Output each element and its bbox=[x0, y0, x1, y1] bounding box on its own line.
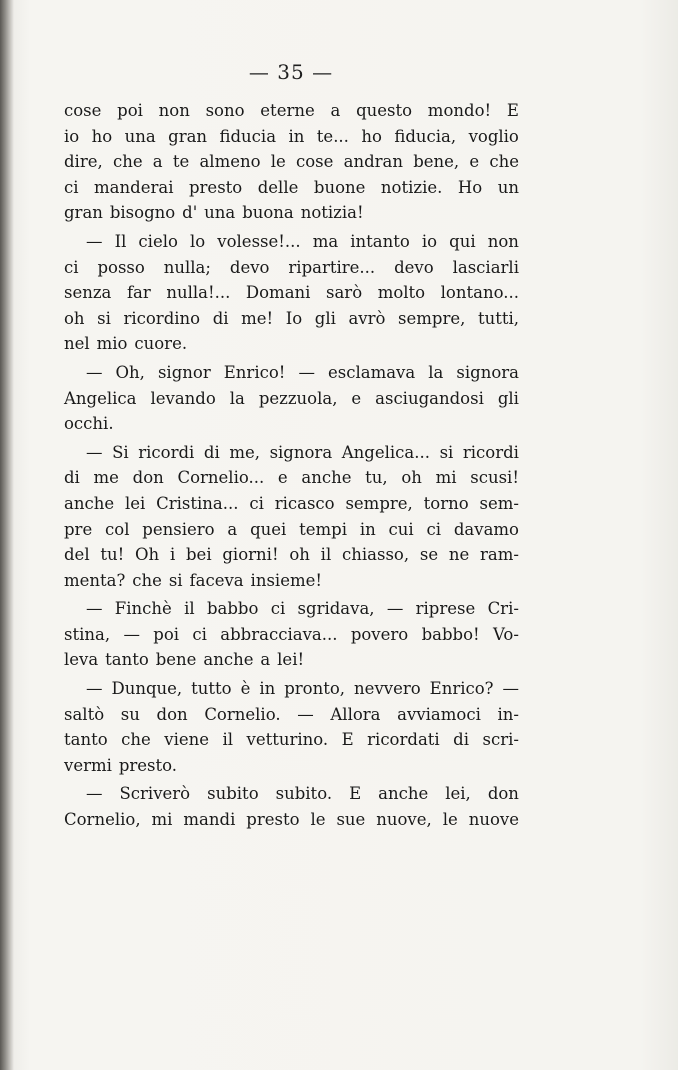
word: — bbox=[386, 599, 404, 619]
text-line bbox=[64, 124, 519, 150]
word: le bbox=[442, 810, 458, 830]
word: mi bbox=[151, 810, 173, 830]
word: buone bbox=[313, 177, 366, 197]
word: sue bbox=[336, 810, 366, 830]
word: anche bbox=[64, 493, 115, 513]
word: gli bbox=[497, 388, 519, 408]
word: e bbox=[469, 152, 480, 172]
word: vermi bbox=[64, 755, 112, 775]
word: che bbox=[489, 152, 519, 172]
word: gli bbox=[314, 308, 336, 328]
word: te bbox=[172, 152, 190, 172]
word: bene bbox=[155, 650, 197, 670]
word: anche bbox=[378, 784, 429, 804]
word: Io bbox=[285, 308, 303, 328]
text-line bbox=[64, 440, 519, 466]
word: saltò bbox=[64, 704, 105, 724]
word: ho bbox=[361, 126, 382, 146]
word: tutti, bbox=[477, 308, 519, 328]
word: sempre, bbox=[398, 308, 466, 328]
text-line bbox=[64, 280, 519, 306]
text-line bbox=[64, 149, 519, 175]
word: intanto bbox=[350, 231, 410, 251]
word: signora bbox=[456, 362, 519, 382]
word: sono bbox=[205, 101, 245, 120]
word: lei! bbox=[277, 650, 305, 670]
word: d' bbox=[182, 203, 198, 223]
word: E bbox=[506, 101, 519, 120]
word: babbo! bbox=[421, 624, 480, 644]
word: bisogno bbox=[109, 203, 176, 223]
word: pezzuola, bbox=[258, 388, 338, 408]
word: Oh bbox=[135, 545, 160, 565]
word: Enrico? bbox=[429, 679, 494, 699]
text-line bbox=[64, 306, 519, 332]
word: Enrico! bbox=[223, 362, 286, 382]
word: manderai bbox=[94, 177, 174, 197]
word: nuove, bbox=[376, 810, 432, 830]
word: io bbox=[421, 231, 438, 251]
word: voglio bbox=[468, 126, 519, 146]
word: scri- bbox=[482, 730, 519, 750]
word: gran bbox=[64, 203, 103, 223]
word: questo bbox=[356, 101, 413, 120]
word: sarò bbox=[326, 283, 363, 303]
word: che bbox=[121, 730, 151, 750]
word: di bbox=[453, 730, 470, 750]
word: Cornelio. bbox=[204, 704, 281, 724]
text-line bbox=[64, 386, 519, 412]
word: tutto bbox=[191, 679, 232, 699]
word: E bbox=[349, 784, 362, 804]
word: lontano... bbox=[440, 283, 519, 303]
word: che bbox=[132, 570, 162, 590]
word: Il bbox=[114, 231, 127, 251]
word: mio bbox=[96, 334, 128, 354]
text-line bbox=[64, 676, 519, 702]
word: ho bbox=[91, 126, 113, 146]
text-line bbox=[64, 200, 519, 226]
word: ci bbox=[64, 257, 79, 277]
word: in bbox=[359, 519, 376, 539]
word: oh bbox=[401, 468, 422, 488]
text-line bbox=[64, 517, 519, 543]
word: giorni! bbox=[222, 545, 279, 565]
word: subito. bbox=[275, 784, 333, 804]
word: E bbox=[341, 730, 354, 750]
word: — bbox=[86, 599, 103, 619]
text-line bbox=[64, 753, 519, 779]
word: ram- bbox=[480, 545, 519, 565]
word: avviamoci bbox=[397, 704, 481, 724]
word: tu! bbox=[100, 545, 125, 565]
word: nulla!... bbox=[166, 283, 231, 303]
word: don bbox=[132, 468, 164, 488]
word: cielo bbox=[138, 231, 178, 251]
word: eterne bbox=[260, 101, 315, 120]
word: presto bbox=[188, 177, 243, 197]
text-line bbox=[64, 175, 519, 201]
word: Si bbox=[112, 442, 129, 462]
text-line bbox=[64, 491, 519, 517]
word: il bbox=[320, 545, 332, 565]
word: molto bbox=[377, 283, 426, 303]
word: devo bbox=[229, 257, 270, 277]
word: — bbox=[502, 679, 519, 699]
word: nulla; bbox=[163, 257, 211, 277]
word: si bbox=[168, 570, 183, 590]
word: te... bbox=[316, 126, 349, 146]
word: tanto bbox=[64, 730, 108, 750]
word: col bbox=[105, 519, 130, 539]
word: povero bbox=[350, 624, 409, 644]
word: — bbox=[86, 231, 103, 251]
word: che bbox=[112, 152, 143, 172]
word: ne bbox=[448, 545, 470, 565]
word: i bbox=[169, 545, 176, 565]
word: don bbox=[156, 704, 188, 724]
word: anche bbox=[203, 650, 254, 670]
word: nevvero bbox=[354, 679, 421, 699]
word: Oh, bbox=[115, 362, 145, 382]
word: di bbox=[64, 468, 80, 488]
word: faceva bbox=[189, 570, 244, 590]
word: sem- bbox=[479, 493, 519, 513]
word: mondo! bbox=[427, 101, 492, 120]
word: abbracciava... bbox=[220, 624, 338, 644]
word: mandi bbox=[183, 810, 236, 830]
word: se bbox=[419, 545, 439, 565]
word: di bbox=[212, 308, 229, 328]
word: tempi bbox=[299, 519, 347, 539]
word: il bbox=[184, 599, 195, 619]
text-line bbox=[64, 98, 519, 124]
text-line bbox=[64, 542, 519, 568]
word: lo bbox=[189, 231, 206, 251]
word: è bbox=[240, 679, 251, 699]
word: fiducia, bbox=[394, 126, 457, 146]
word: levando bbox=[150, 388, 216, 408]
word: ci bbox=[270, 599, 286, 619]
word: ci bbox=[249, 493, 264, 513]
word: non bbox=[487, 231, 519, 251]
word: Finchè bbox=[114, 599, 172, 619]
word: su bbox=[120, 704, 140, 724]
word: e bbox=[277, 468, 288, 488]
word: bene, bbox=[413, 152, 460, 172]
word: una bbox=[204, 203, 236, 223]
word: notizie. bbox=[380, 177, 443, 197]
text-line bbox=[64, 465, 519, 491]
word: me bbox=[93, 468, 119, 488]
word: delle bbox=[257, 177, 299, 197]
word: cui bbox=[388, 519, 414, 539]
word: in bbox=[288, 126, 305, 146]
text-line bbox=[64, 411, 519, 437]
word: Cri- bbox=[487, 599, 519, 619]
text-line bbox=[64, 702, 519, 728]
word: io bbox=[64, 126, 80, 146]
word: Cornelio, bbox=[64, 810, 141, 830]
word: gran bbox=[168, 126, 208, 146]
page-number: — 35 — bbox=[248, 60, 334, 84]
word: notizia! bbox=[300, 203, 364, 223]
word: presto. bbox=[118, 755, 178, 775]
word: mi bbox=[435, 468, 457, 488]
word: — bbox=[298, 362, 315, 382]
word: far bbox=[126, 283, 151, 303]
word: ci bbox=[426, 519, 442, 539]
word: Ho bbox=[457, 177, 483, 197]
text-line bbox=[64, 229, 519, 255]
word: scusi! bbox=[470, 468, 519, 488]
text-line bbox=[64, 727, 519, 753]
word: leva bbox=[64, 650, 99, 670]
word: non bbox=[158, 101, 190, 120]
word: oh bbox=[289, 545, 310, 565]
word: si bbox=[97, 308, 111, 328]
word: ricordati bbox=[367, 730, 440, 750]
word: Dunque, bbox=[111, 679, 183, 699]
word: subito bbox=[207, 784, 259, 804]
word: sgridava, bbox=[297, 599, 375, 619]
word: me, bbox=[229, 442, 260, 462]
word: a bbox=[260, 650, 271, 670]
word: poi bbox=[153, 624, 180, 644]
word: signora bbox=[269, 442, 333, 462]
word: don bbox=[487, 784, 519, 804]
word: Scriverò bbox=[119, 784, 191, 804]
word: — bbox=[86, 784, 103, 804]
word: qui bbox=[449, 231, 476, 251]
word: posso bbox=[97, 257, 145, 277]
book-spine-shadow bbox=[0, 0, 14, 1070]
text-line bbox=[64, 331, 519, 357]
word: avrò bbox=[348, 308, 386, 328]
word: un bbox=[497, 177, 519, 197]
word: anche bbox=[301, 468, 352, 488]
word: la bbox=[428, 362, 444, 382]
word: lei bbox=[124, 493, 146, 513]
word: Cristina... bbox=[156, 493, 239, 513]
word: nuove bbox=[468, 810, 519, 830]
word: lasciarli bbox=[452, 257, 519, 277]
word: ricordino bbox=[123, 308, 201, 328]
word: cose bbox=[296, 152, 334, 172]
word: buona bbox=[242, 203, 294, 223]
word: volesse!... bbox=[217, 231, 301, 251]
word: bei bbox=[186, 545, 212, 565]
word: tanto bbox=[105, 650, 149, 670]
word: in bbox=[259, 679, 276, 699]
word: le bbox=[270, 152, 286, 172]
word: e bbox=[351, 388, 362, 408]
word: chiasso, bbox=[342, 545, 410, 565]
word: Domani bbox=[245, 283, 311, 303]
word: sempre, bbox=[345, 493, 413, 513]
word: Angelica... bbox=[341, 442, 430, 462]
text-line bbox=[64, 360, 519, 386]
word: riprese bbox=[415, 599, 476, 619]
word: — bbox=[123, 624, 140, 644]
word: — bbox=[86, 679, 103, 699]
word: — bbox=[86, 362, 103, 382]
word: viene bbox=[164, 730, 210, 750]
word: senza bbox=[64, 283, 112, 303]
text-line bbox=[64, 255, 519, 281]
word: si bbox=[439, 442, 454, 462]
word: in- bbox=[497, 704, 519, 724]
word: cuore. bbox=[134, 334, 188, 354]
word: a bbox=[330, 101, 341, 120]
text-line bbox=[64, 807, 519, 833]
word: stina, bbox=[64, 624, 111, 644]
word: pronto, bbox=[284, 679, 346, 699]
word: nel bbox=[64, 334, 90, 354]
word: del bbox=[64, 545, 90, 565]
text-line bbox=[64, 596, 519, 622]
word: ci bbox=[64, 177, 79, 197]
word: fiducia bbox=[219, 126, 277, 146]
word: a bbox=[227, 519, 238, 539]
word: ricordi bbox=[138, 442, 195, 462]
word: le bbox=[310, 810, 326, 830]
text-line bbox=[64, 647, 519, 673]
word: oh bbox=[64, 308, 85, 328]
word: tu, bbox=[365, 468, 388, 488]
word: Allora bbox=[330, 704, 381, 724]
word: — bbox=[297, 704, 314, 724]
word: vetturino. bbox=[246, 730, 329, 750]
word: una bbox=[124, 126, 156, 146]
word: ricordi bbox=[462, 442, 519, 462]
word: ripartire... bbox=[288, 257, 376, 277]
word: occhi. bbox=[64, 414, 114, 434]
text-line bbox=[64, 568, 519, 594]
word: me! bbox=[241, 308, 274, 328]
word: davamo bbox=[453, 519, 519, 539]
word: dire, bbox=[64, 152, 103, 172]
word: esclamava bbox=[327, 362, 416, 382]
word: la bbox=[229, 388, 245, 408]
word: poi bbox=[117, 101, 143, 120]
word: — bbox=[86, 442, 103, 462]
text-line bbox=[64, 781, 519, 807]
word: Cornelio... bbox=[177, 468, 265, 488]
word: ci bbox=[192, 624, 207, 644]
body-text bbox=[64, 98, 519, 833]
word: ricasco bbox=[274, 493, 335, 513]
word: babbo bbox=[206, 599, 259, 619]
word: andran bbox=[343, 152, 404, 172]
word: il bbox=[222, 730, 234, 750]
word: lei, bbox=[445, 784, 471, 804]
word: devo bbox=[394, 257, 434, 277]
word: Vo- bbox=[493, 624, 519, 644]
word: asciugandosi bbox=[375, 388, 484, 408]
word: Angelica bbox=[64, 388, 137, 408]
word: almeno bbox=[199, 152, 261, 172]
word: presto bbox=[246, 810, 300, 830]
word: ma bbox=[312, 231, 339, 251]
word: signor bbox=[157, 362, 211, 382]
text-line bbox=[64, 622, 519, 648]
word: di bbox=[203, 442, 220, 462]
word: menta? bbox=[64, 570, 126, 590]
word: torno bbox=[423, 493, 469, 513]
word: pensiero bbox=[142, 519, 215, 539]
word: pre bbox=[64, 519, 93, 539]
word: quei bbox=[250, 519, 287, 539]
word: insieme! bbox=[250, 570, 323, 590]
word: cose bbox=[64, 101, 102, 120]
word: a bbox=[152, 152, 163, 172]
